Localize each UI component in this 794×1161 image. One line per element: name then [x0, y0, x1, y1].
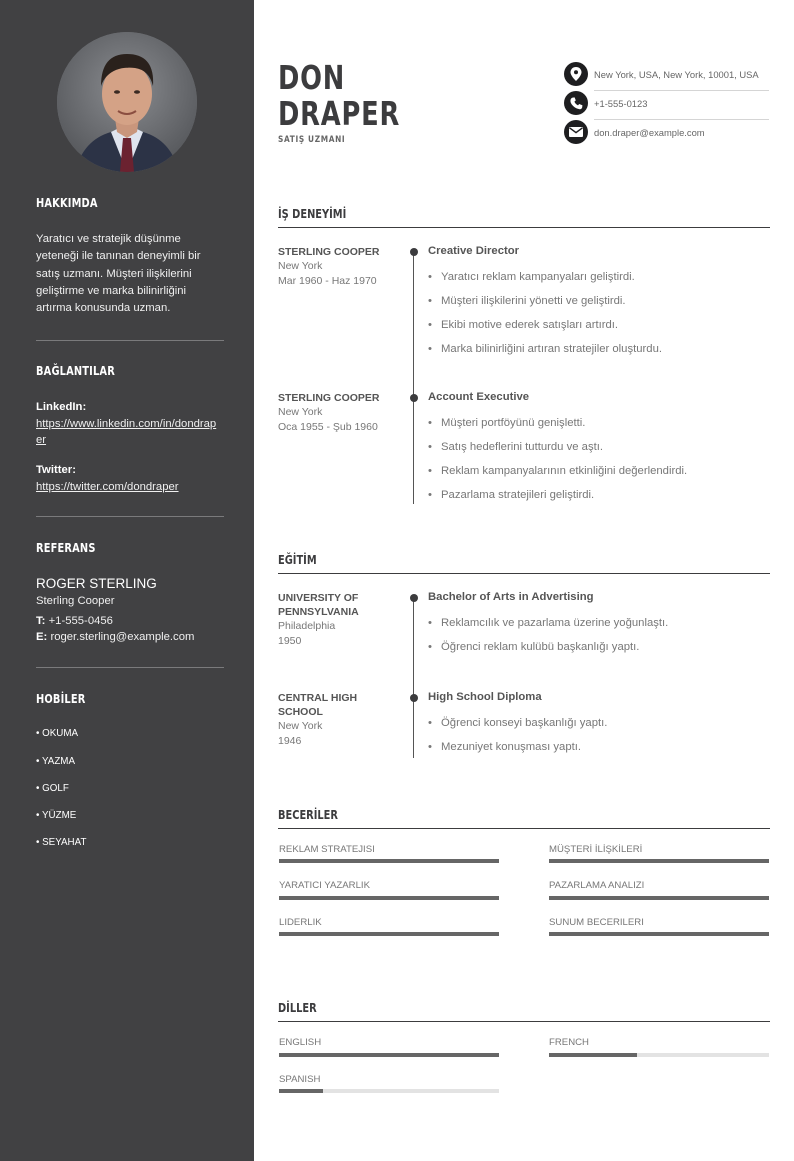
- skill-bar-fill: [279, 932, 499, 936]
- skill-bar-fill: [549, 932, 769, 936]
- about-text: Yaratıcı ve stratejik düşünme yeteneği ile tanınan deneyimli bir satış uzmanı. Müşteri ilişkilerini geliştirme ve marka bilinirliğini artırma konusunda uzman.: [36, 233, 201, 315]
- sidebar: [0, 0, 254, 1161]
- skill-label: SUNUM BECERILERI: [549, 917, 644, 928]
- contact-phone: [564, 91, 769, 117]
- section-rule: [278, 1021, 770, 1022]
- linkedin-link[interactable]: https://www.linkedin.com/in/dondraper: [36, 418, 217, 446]
- section-rule: [278, 828, 770, 829]
- contact-address: [564, 62, 769, 88]
- reference-email-value: roger.sterling@example.com: [50, 631, 195, 643]
- language-bar: [279, 1053, 499, 1057]
- contact-email-text: don.draper@example.com: [594, 127, 705, 138]
- sidebar-divider: [36, 516, 224, 517]
- job-title: SATIŞ UZMANI: [278, 135, 346, 145]
- hobby-item: • YÜZME: [36, 810, 77, 821]
- timeline-dot: [410, 394, 418, 402]
- education-bullet: • Reklamcılık ve pazarlama üzerine yoğunlaştı.: [428, 617, 668, 629]
- experience-dates: Oca 1955 - Şub 1960: [278, 421, 378, 433]
- experience-timeline: [413, 252, 414, 504]
- envelope-icon: [564, 120, 588, 144]
- education-bullet: • Mezuniyet konuşması yaptı.: [428, 741, 581, 753]
- hobbies-heading: HOBİLER: [36, 692, 86, 706]
- experience-org: STERLING COOPER: [278, 246, 380, 258]
- skill-bar: [549, 932, 769, 936]
- skills-heading: BECERİLER: [278, 808, 338, 822]
- experience-role: Account Executive: [428, 391, 530, 403]
- reference-name: ROGER STERLING: [36, 576, 157, 591]
- experience-heading: İŞ DENEYİMİ: [278, 207, 347, 221]
- reference-email: [36, 631, 194, 643]
- language-label: SPANISH: [279, 1074, 321, 1085]
- location-pin-icon: [564, 62, 588, 86]
- languages-heading: DİLLER: [278, 1001, 317, 1015]
- contact-email: [564, 120, 769, 146]
- last-name: DRAPER: [278, 94, 401, 133]
- language-label: FRENCH: [549, 1037, 589, 1048]
- reference-company: Sterling Cooper: [36, 595, 115, 607]
- experience-bullet: • Müşteri portföyünü genişletti.: [428, 417, 585, 429]
- language-bar: [549, 1053, 769, 1057]
- hobby-item: • SEYAHAT: [36, 837, 87, 848]
- education-degree: High School Diploma: [428, 691, 542, 703]
- skill-label: LIDERLIK: [279, 917, 322, 928]
- reference-phone-value: +1-555-0456: [48, 615, 113, 627]
- experience-bullet: • Yaratıcı reklam kampanyaları geliştirdi.: [428, 271, 635, 283]
- skill-label: YARATICI YAZARLIK: [279, 880, 370, 891]
- language-bar-fill: [279, 1089, 323, 1093]
- education-heading: EĞİTİM: [278, 553, 317, 567]
- experience-bullet: • Pazarlama stratejileri geliştirdi.: [428, 489, 594, 501]
- hobby-item: • OKUMA: [36, 728, 79, 739]
- section-rule: [278, 573, 770, 574]
- language-bar-fill: [549, 1053, 637, 1057]
- contact-phone-text: +1-555-0123: [594, 98, 648, 109]
- skill-label: REKLAM STRATEJISI: [279, 844, 375, 855]
- skill-bar-fill: [549, 859, 769, 863]
- experience-bullet: • Marka bilinirliğini artıran stratejiler oluşturdu.: [428, 343, 662, 355]
- education-bullet: • Öğrenci konseyi başkanlığı yaptı.: [428, 717, 607, 729]
- experience-bullet: • Satış hedeflerini tutturdu ve aştı.: [428, 441, 603, 453]
- experience-dates: Mar 1960 - Haz 1970: [278, 275, 377, 287]
- skill-bar: [279, 932, 499, 936]
- skill-bar: [549, 896, 769, 900]
- linkedin-label: LinkedIn:: [36, 401, 87, 413]
- experience-org: STERLING COOPER: [278, 392, 380, 404]
- reference-phone-label: T:: [36, 615, 46, 627]
- experience-location: New York: [278, 406, 323, 418]
- sidebar-divider: [36, 667, 224, 668]
- experience-location: New York: [278, 260, 323, 272]
- education-timeline: [413, 598, 414, 758]
- education-bullet: • Öğrenci reklam kulübü başkanlığı yaptı.: [428, 641, 639, 653]
- twitter-label: Twitter:: [36, 464, 76, 476]
- timeline-dot: [410, 594, 418, 602]
- skill-bar: [549, 859, 769, 863]
- reference-heading: REFERANS: [36, 541, 96, 555]
- skill-bar-fill: [549, 896, 769, 900]
- skill-bar: [279, 896, 499, 900]
- experience-bullet: • Müşteri ilişkilerini yönetti ve geliştirdi.: [428, 295, 626, 307]
- twitter-link[interactable]: https://twitter.com/dondraper: [36, 481, 179, 493]
- experience-role: Creative Director: [428, 245, 520, 257]
- experience-bullet: • Ekibi motive ederek satışları artırdı.: [428, 319, 618, 331]
- skill-label: MÜŞTERİ İLİŞKİLERİ: [549, 844, 643, 855]
- hobby-item: • YAZMA: [36, 756, 75, 767]
- phone-icon: [564, 91, 588, 115]
- hobby-item: • GOLF: [36, 783, 69, 794]
- sidebar-divider: [36, 340, 224, 341]
- skill-bar-fill: [279, 896, 499, 900]
- education-year: 1950: [278, 635, 302, 647]
- education-location: New York: [278, 720, 323, 732]
- skill-bar: [279, 859, 499, 863]
- skill-bar-fill: [279, 859, 499, 863]
- education-location: Philadelphia: [278, 620, 336, 632]
- education-year: 1946: [278, 735, 302, 747]
- section-rule: [278, 227, 770, 228]
- language-bar: [279, 1089, 499, 1093]
- profile-photo: [57, 32, 197, 172]
- links-heading: BAĞLANTILAR: [36, 364, 115, 378]
- timeline-dot: [410, 694, 418, 702]
- first-name: DON: [278, 58, 346, 97]
- reference-phone: [36, 615, 113, 627]
- portrait-image: [57, 32, 197, 172]
- language-label: ENGLISH: [279, 1037, 322, 1048]
- contact-address-text: New York, USA, New York, 10001, USA: [594, 69, 759, 80]
- skill-label: PAZARLAMA ANALIZI: [549, 880, 645, 891]
- education-degree: Bachelor of Arts in Advertising: [428, 591, 594, 603]
- education-school: UNIVERSITY OF PENNSYLVANIA: [278, 592, 359, 618]
- reference-email-label: E:: [36, 631, 48, 643]
- language-bar-fill: [279, 1053, 499, 1057]
- education-school: CENTRAL HIGH SCHOOL: [278, 692, 358, 718]
- timeline-dot: [410, 248, 418, 256]
- about-heading: HAKKIMDA: [36, 196, 98, 210]
- experience-bullet: • Reklam kampanyalarının etkinliğini değerlendirdi.: [428, 465, 687, 477]
